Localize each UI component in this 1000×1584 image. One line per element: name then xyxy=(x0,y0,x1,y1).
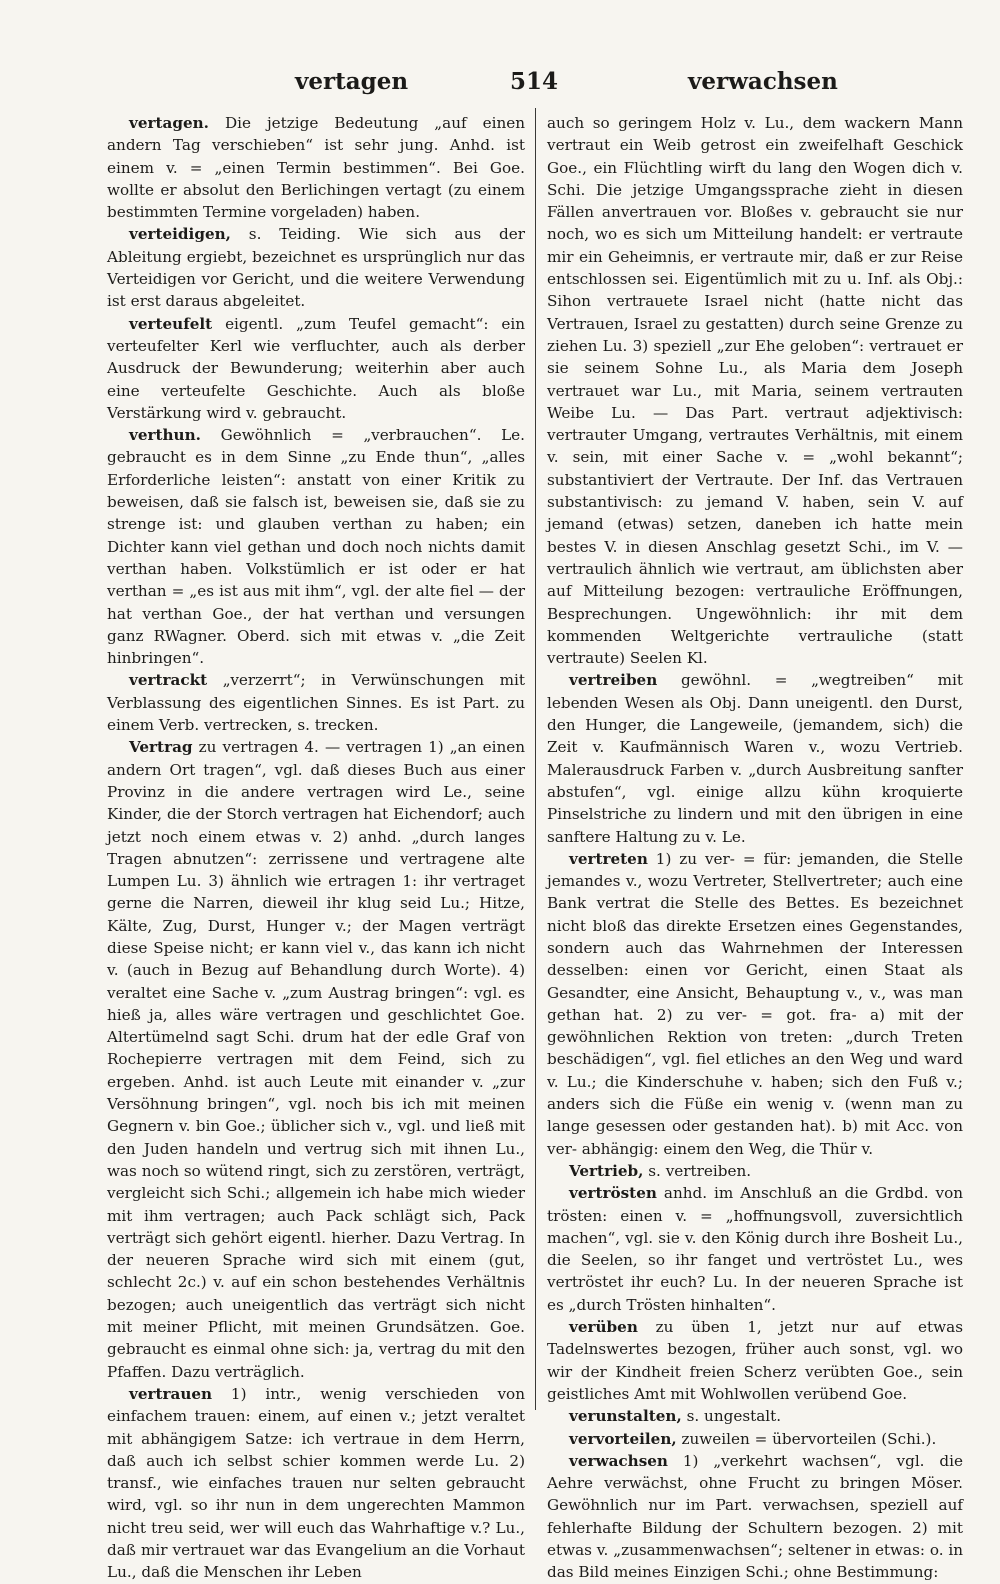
dictionary-entry xyxy=(547,1405,963,1427)
entry-headword: vertrauen xyxy=(129,1384,213,1403)
entry-text: zu vertragen 4. — vertragen 1) „an einen andern Ort tragen“, vgl. daß dieses Buch aus einer Provinz in die andere vertragen wird Le., seine Kinder, die der Storch vertragen hat Eichendorf; auch jetzt noch einem etwas v. 2) anhd. „durch langes Tragen abnutzen“: zerrissene und vertragene alte Lumpen Lu. 3) ähnlich wie ertragen 1: ihr vertraget gerne die Narren, dieweil ihr klug seid Lu.; Hitze, Kälte, Zug, Durst, Hunger v.; der Magen verträgt diese Speise nicht; er kann viel v., das kann ich nicht v. (auch in Bezug auf Behandlung durch Worte). 4) veraltet eine Sache v. „zum Austrag bringen“: vgl. es hieß ja, alles wäre vertragen und geschlichtet Goe. Altertümelnd sagt Schi. drum hat der edle Graf von Rochepierre vertragen mit dem Feind, sich zu ergeben. Anhd. ist auch Leute mit einander v. „zur Versöhnung bringen“, vgl. noch bis ich mit meinen Gegnern v. bin Goe.; üblicher sich v., vgl. und ließ mit den Juden handeln und vertrug sich mit ihnen Lu., was noch so wütend ringt, sich zu zerstören, verträgt, vergleicht sich Schi.; allgemein ich habe mich wieder mit ihm vertragen; auch Pack schlägt sich, Pack verträgt sich gehört eigentl. hierher. Dazu Vertrag. In der neueren Sprache wird sich mit einem (gut, schlecht 2c.) v. auf ein schon bestehendes Verhältnis bezogen; auch uneigentlich das verträgt sich nicht mit meiner Pflicht, mit meinen Grundsätzen. Goe. gebraucht es einmal ohne sich: ja, vertrag du mit den Pfaffen. Dazu verträglich. xyxy=(107,738,525,1381)
entry-text: gewöhnl. = „wegtreiben“ mit lebenden Wesen als Obj. Dann uneigentl. den Durst, den Hunger, die Langeweile, (jemandem, sich) die Zeit v. Kaufmännisch Waren v., wozu Vertrieb. Malerausdruck Farben v. „durch Ausbreitung sanfter abstufen“, vgl. einige allzu kühn kroquierte Pinselstriche zu lindern und mit den übrigen in eine sanftere Haltung zu v. Le. xyxy=(547,671,963,846)
dictionary-entry xyxy=(547,1450,963,1584)
entry-headword: verunstalten, xyxy=(569,1407,682,1426)
dictionary-entry xyxy=(547,112,963,669)
entry-text: 1) zu ver- = für: jemanden, die Stelle jemandes v., wozu Vertreter, Stellvertreter; auch eine Bank vertrat die Stelle des Bettes. Es bezeichnet nicht bloß das direkte Ersetzen eines Gegenstandes, sondern auch das Wahrnehmen der Interessen desselben: einen vor Gericht, einen Staat als Gesandter, eine Ansicht, Behauptung v., v., was man gethan hat. 2) zu ver- = got. fra- a) mit der gewöhnlichen Rektion von treten: „durch Treten beschädigen“, vgl. fiel etliches an den Weg und ward v. Lu.; die Kinderschuhe v. haben; sich den Fuß v.; anders sich die Füße ein wenig v. (wenn man zu lange gesessen oder gestanden hat). b) mit Acc. von ver- abhängig: einem den Weg, die Thür v. xyxy=(547,849,963,1158)
entry-text: s. vertreiben. xyxy=(643,1161,752,1180)
entry-text: anhd. im Anschluß an die Grdbd. von trösten: einen v. = „hoffnungsvoll, zuversichtlich machen“, vgl. sie v. den König durch ihre Bosheit Lu., die Seelen, so ihr fanget und vertröstet Lu., wes vertröstet ihr euch? Lu. In der neueren Sprache ist es „durch Trösten hinhalten“. xyxy=(547,1184,963,1314)
page-header xyxy=(110,68,980,104)
dictionary-entry xyxy=(107,424,525,669)
dictionary-entry xyxy=(547,1160,963,1182)
dictionary-entry xyxy=(107,1383,525,1584)
entry-text: 1) „verkehrt wachsen“, vgl. die Aehre verwächst, ohne Frucht zu bringen Möser. Gewöhnlich nur im Part. verwachsen, speziell auf fehlerhafte Bildung der Schultern bezogen. 2) mit etwas v. „zusammenwachsen“; seltener in etwas: o. in das Bild meines Einzigen Schi.; ohne Bestimmung: xyxy=(547,1451,963,1582)
entry-text: Gewöhnlich = „verbrauchen“. Le. gebraucht es in dem Sinne „zu Ende thun“, „alles Erforderliche leisten“: anstatt von einer Kritik zu beweisen, daß sie falsch ist, beweisen sie, daß sie zu strenge ist: und glauben verthan zu haben; ein Dichter kann viel gethan und doch noch nichts damit verthan haben. Volkstümlich er ist oder er hat verthan = „es ist aus mit ihm“, vgl. der alte fiel — der hat verthan Goe., der hat verthan und versungen ganz RWagner. Oberd. sich mit etwas v. „die Zeit hinbringen“. xyxy=(107,426,525,668)
dictionary-entry xyxy=(107,669,525,736)
left-column xyxy=(107,112,525,1584)
entry-headword: verteidigen, xyxy=(129,225,231,244)
entry-text: s. Teiding. Wie sich aus der Ableitung ergiebt, bezeichnet es ursprünglich nur das Verteidigen vor Gericht, und die weitere Verwendung ist erst daraus abgeleitet. xyxy=(107,225,525,311)
entry-headword: verteufelt xyxy=(129,314,213,333)
entry-text: zuweilen = übervorteilen (Schi.). xyxy=(676,1429,937,1448)
entry-headword: vertrackt xyxy=(129,671,208,690)
dictionary-entry xyxy=(547,1316,963,1405)
page-number: 514 xyxy=(510,68,559,95)
entry-text: zu üben 1, jetzt nur auf etwas Tadelnswertes bezogen, früher auch sonst, vgl. wo wir der Kindheit freien Scherz verübten Goe., sein geistliches Amt mit Wohlwollen verübend Goe. xyxy=(547,1318,963,1403)
right-column xyxy=(547,112,963,1584)
entry-headword: verthun. xyxy=(129,426,201,445)
dictionary-entry xyxy=(547,669,963,847)
dictionary-entry xyxy=(107,313,525,424)
entry-headword: vertreten xyxy=(569,849,648,868)
entry-text: eigentl. „zum Teufel gemacht“: ein verteufelter Kerl wie verfluchter, auch als derber Ausdruck der Bewunderung; weiterhin aber auch eine verteufelte Geschichte. Auch als bloße Verstärkung wird v. gebraucht. xyxy=(107,314,525,422)
dictionary-entry xyxy=(547,1428,963,1450)
entry-text: s. ungestalt. xyxy=(681,1407,782,1426)
entry-headword: vertreiben xyxy=(569,671,658,690)
entry-headword: vervorteilen, xyxy=(569,1429,677,1448)
entry-headword: vertagen. xyxy=(129,114,209,132)
entry-headword: Vertrag xyxy=(129,738,193,757)
running-head-left: vertagen xyxy=(295,68,409,95)
column-divider xyxy=(535,108,536,1410)
entry-text: 1) intr., wenig verschieden von einfachem trauen: einem, auf einen v.; jetzt veraltet mit abhängigem Satze: ich vertraue in dem Herrn, daß auch ich selbst schier kommen werde Lu. 2) transf., wie einfaches trauen nur selten gebraucht wird, vgl. so ihr nun in dem ungerechten Mammon nicht treu seid, wer will euch das Wahrhaftige v.? Lu., daß mir vertrauet war das Evangelium an die Vorhaut Lu., daß die Menschen ihr Leben xyxy=(107,1384,525,1582)
entry-headword: vertrösten xyxy=(569,1184,657,1203)
entry-headword: Vertrieb, xyxy=(569,1161,644,1180)
entry-text: „verzerrt“; in Verwünschungen mit Verblassung des eigentlichen Sinnes. Es ist Part. zu einem Verb. vertrecken, s. trecken. xyxy=(107,671,525,735)
entry-text: auch so geringem Holz v. Lu., dem wackern Mann vertraut ein Weib getrost ein zweifelhaft Geschick Goe., ein Flüchtling wirft du lang den Wogen dich v. Schi. Die jetzige Umgangssprache zieht in diesen Fällen anvertrauen vor. Bloßes v. gebraucht sie nur noch, wo es sich um Mitteilung handelt: er vertraute mir ein Geheimnis, er vertraute mir, daß er zur Reise entschlossen sei. Eigentümlich mit zu u. Inf. als Obj.: Sihon vertrauete Israel nicht (hatte nicht das Vertrauen, Israel zu gestatten) durch seine Grenze zu ziehen Lu. 3) speziell „zur Ehe geloben“: vertrauet er sie seinem Sohne Lu., als Maria dem Joseph vertrauet war Lu., mit Maria, seinem vertrauten Weibe Lu. — Das Part. vertraut adjektivisch: vertrauter Umgang, vertrautes Verhältnis, mit einem v. sein, mit einer Sache v. = „wohl bekannt“; substantiviert der Vertraute. Der Inf. das Vertrauen substantivisch: zu jemand V. haben, sein V. auf jemand (etwas) setzen, daneben ich hatte mein bestes V. in diesen Anschlag gesetzt Schi., im V. — vertraulich ähnlich wie vertraut, am üblichsten aber auf Mitteilung bezogen: vertrauliche Eröffnungen, Besprechungen. Ungewöhnlich: ihr mit dem kommenden Weltgerichte vertrauliche (statt vertraute) Seelen Kl. xyxy=(547,114,963,668)
running-head-right: verwachsen xyxy=(688,68,838,95)
entry-headword: verüben xyxy=(569,1318,638,1337)
entry-text: Die jetzige Bedeutung „auf einen andern Tag verschieben“ ist sehr jung. Anhd. ist einem v. = „einen Termin bestimmen“. Bei Goe. wollte er absolut den Berlichingen vertagt (zu einem bestimmten Termine vorgeladen) haben. xyxy=(107,114,525,222)
dictionary-entry xyxy=(107,736,525,1383)
entry-headword: verwachsen xyxy=(569,1451,668,1470)
dictionary-entry xyxy=(107,112,525,223)
dictionary-entry xyxy=(107,223,525,312)
dictionary-entry xyxy=(547,1182,963,1316)
dictionary-entry xyxy=(547,848,963,1160)
